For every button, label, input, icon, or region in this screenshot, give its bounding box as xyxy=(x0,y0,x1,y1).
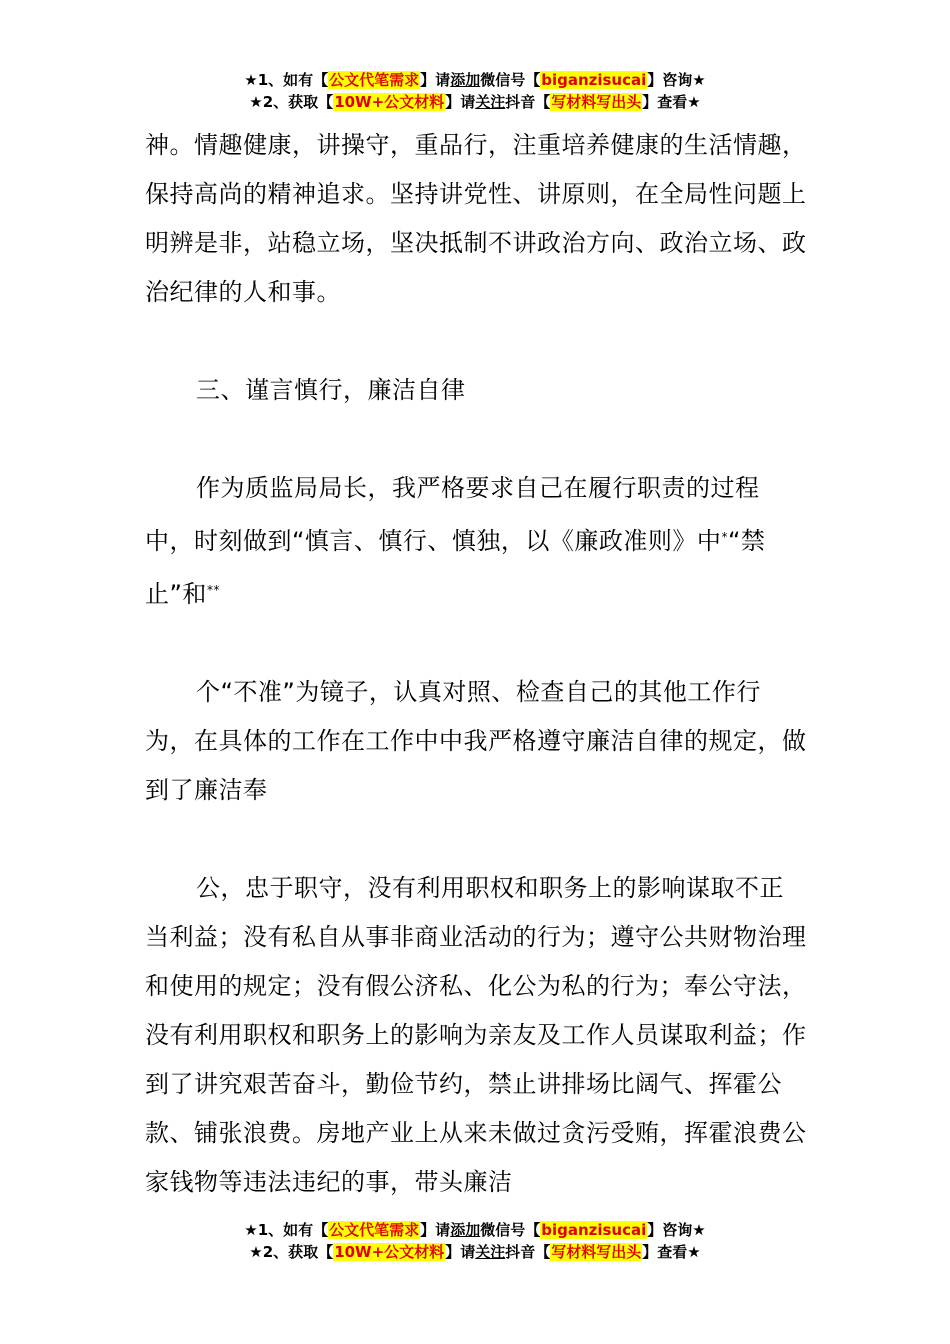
banner-line-1 xyxy=(0,1219,950,1241)
banner-highlight: 公文代笔需求 xyxy=(329,1221,420,1239)
paragraph-3: 个“不准”为镜子，认真对照、检查自己的其他工作行为，在具体的工作在工作中中我严格遵守廉洁自律的规定，做到了廉洁奉 xyxy=(145,678,807,804)
banner-text: 抖音【 xyxy=(505,93,551,111)
banner-highlight: 10W+公文材料 xyxy=(334,93,445,111)
banner-line-2 xyxy=(0,1241,950,1263)
banner-text: 】请 xyxy=(445,1243,476,1261)
banner-highlight: biganzisucai xyxy=(541,1221,647,1239)
banner-underlined-text: 添加 xyxy=(450,71,481,89)
banner-line-2 xyxy=(0,91,950,113)
footnote-mark: ** xyxy=(206,583,220,597)
paragraph-1: 神。情趣健康，讲操守，重品行，注重培养健康的生活情趣，保持高尚的精神追求。坚持讲党性、讲原则，在全局性问题上明辨是非，站稳立场，坚决抵制不讲政治方向、政治立场、政治纪律的人和事。 xyxy=(145,131,807,306)
banner-text: ★1、如有【 xyxy=(244,1221,329,1239)
document-body xyxy=(145,121,807,1207)
banner-highlight: biganzisucai xyxy=(541,71,647,89)
top-banner xyxy=(0,69,950,113)
banner-text: 】查看★ xyxy=(642,1243,701,1261)
banner-text: ★1、如有【 xyxy=(244,71,329,89)
banner-underlined-text: 添加 xyxy=(450,1221,481,1239)
paragraph-2-text: 作为质监局局长，我严格要求自己在履行职责的过程中，时刻做到“慎言、慎行、慎独，以《廉政准则》中 xyxy=(145,474,760,555)
paragraph-2-text: “禁止”和 xyxy=(145,527,766,608)
banner-text: 抖音【 xyxy=(505,1243,551,1261)
banner-underlined-text: 关注 xyxy=(475,93,506,111)
banner-highlight: 10W+公文材料 xyxy=(334,1243,445,1261)
banner-text: ★2、获取【 xyxy=(249,93,334,111)
banner-underlined-text: 关注 xyxy=(475,1243,506,1261)
banner-line-1 xyxy=(0,69,950,91)
banner-text: 】咨询★ xyxy=(647,71,706,89)
banner-text: 】请 xyxy=(420,71,451,89)
banner-highlight: 写材料写出头 xyxy=(551,93,642,111)
banner-highlight: 写材料写出头 xyxy=(551,1243,642,1261)
footnote-mark: * xyxy=(721,530,728,544)
paragraph-4: 公，忠于职守，没有利用职权和职务上的影响谋取不正当利益；没有私自从事非商业活动的行为；遵守公共财物治理和使用的规定；没有假公济私、化公为私的行为；奉公守法，没有利用职权和职务上的影响为亲友及工作人员谋取利益；作到了讲究艰苦奋斗，勤俭节约，禁止讲排场比阔气、挥霍公款、铺张浪费。房地产业上从来未做过贪污受贿，挥霍浪费公家钱物等违法违纪的事，带头廉洁 xyxy=(145,874,807,1196)
banner-text: 】请 xyxy=(420,1221,451,1239)
banner-text: ★2、获取【 xyxy=(249,1243,334,1261)
banner-highlight: 公文代笔需求 xyxy=(329,71,420,89)
banner-text: 】咨询★ xyxy=(647,1221,706,1239)
paragraph-2 xyxy=(145,464,807,619)
banner-text: 微信号【 xyxy=(480,1221,541,1239)
banner-text: 】请 xyxy=(445,93,476,111)
banner-text: 微信号【 xyxy=(480,71,541,89)
banner-text: 】查看★ xyxy=(642,93,701,111)
section-heading-3: 三、谨言慎行，廉洁自律 xyxy=(196,376,466,404)
bottom-banner xyxy=(0,1219,950,1263)
